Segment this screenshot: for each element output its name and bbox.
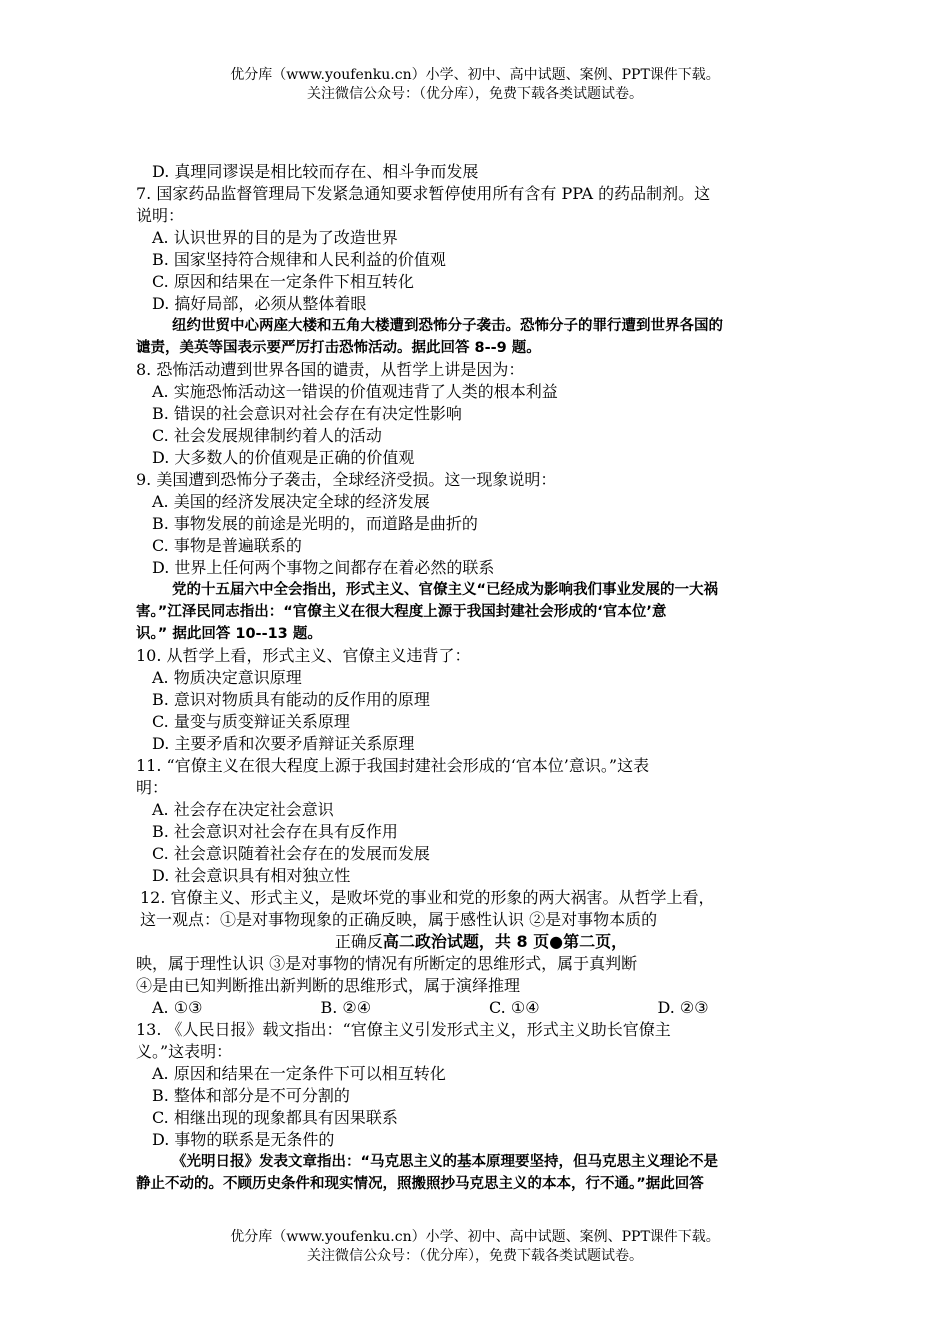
header-line-2: 关注微信公众号：（优分库），免费下载各类试题试卷。 [307, 86, 643, 102]
option-13b: B. 整体和部分是不可分割的 [152, 1086, 350, 1105]
option-8a: A. 实施恐怖活动这一错误的价值观违背了人类的根本利益 [152, 382, 558, 401]
option-11c: C. 社会意识随着社会存在的发展而发展 [152, 844, 430, 863]
passage-next-line-1: 《光明日报》发表文章指出：“马克思主义的基本原理要坚持，但马克思主义理论不是 [172, 1154, 719, 1170]
option-10d: D. 主要矛盾和次要矛盾辩证关系原理 [152, 734, 415, 753]
option-10b: B. 意识对物质具有能动的反作用的原理 [152, 690, 430, 709]
question-11-cont: 明： [136, 778, 169, 797]
question-10: 10. 从哲学上看，形式主义、官僚主义违背了： [136, 646, 471, 665]
header-line-1: 优分库（www.youfenku.cn）小学、初中、高中试题、案例、PPT课件下载。 [230, 67, 720, 83]
page-footer [0, 1228, 950, 1266]
exam-content [136, 161, 826, 1195]
option-9c: C. 事物是普遍联系的 [152, 536, 302, 555]
option-7d: D. 搞好局部，必须从整体着眼 [152, 294, 367, 313]
footer-line-2: 关注微信公众号：（优分库），免费下载各类试题试卷。 [307, 1248, 643, 1264]
option-11d: D. 社会意识具有相对独立性 [152, 866, 351, 885]
question-7-cont: 说明： [136, 206, 185, 225]
footer-line-1: 优分库（www.youfenku.cn）小学、初中、高中试题、案例、PPT课件下载。 [230, 1229, 720, 1245]
option-8b: B. 错误的社会意识对社会存在有决定性影响 [152, 404, 462, 423]
question-12-fragment: 正确反 [334, 932, 383, 951]
question-12-choices [136, 997, 826, 1019]
question-9: 9. 美国遭到恐怖分子袭击，全球经济受损。这一现象说明： [136, 470, 557, 489]
question-12-cont: 这一观点：①是对事物现象的正确反映，属于感性认识 ②是对事物本质的 [140, 910, 658, 929]
question-12-page-footer-line [136, 931, 826, 953]
question-13-cont: 义。”这表明： [136, 1042, 233, 1061]
passage-next-line-2: 静止不动的。不顾历史条件和现实情况，照搬照抄马克思主义的本本，行不通。”据此回答 [136, 1176, 704, 1192]
passage-8-9-line-2: 谴责，美英等国表示要严厉打击恐怖活动。据此回答 8--9 题。 [136, 340, 541, 356]
option-7b: B. 国家坚持符合规律和人民利益的价值观 [152, 250, 446, 269]
option-9a: A. 美国的经济发展决定全球的经济发展 [152, 492, 430, 511]
option-13c: C. 相继出现的现象都具有因果联系 [152, 1108, 398, 1127]
choice-12c: C. ①④ [489, 998, 540, 1017]
passage-10-13-line-1: 党的十五届六中全会指出，形式主义、官僚主义“已经成为影响我们事业发展的一大祸 [172, 582, 719, 598]
question-11: 11. “官僚主义在很大程度上源于我国封建社会形成的‘官本位’意识。”这表 [136, 756, 650, 775]
choice-12b: B. ②④ [320, 998, 372, 1017]
option-8c: C. 社会发展规律制约着人的活动 [152, 426, 382, 445]
option-7c: C. 原因和结果在一定条件下相互转化 [152, 272, 414, 291]
option-8d: D. 大多数人的价值观是正确的价值观 [152, 448, 415, 467]
option-9b: B. 事物发展的前途是光明的，而道路是曲折的 [152, 514, 478, 533]
option-6d: D. 真理同谬误是相比较而存在、相斗争而发展 [152, 162, 479, 181]
option-11b: B. 社会意识对社会存在具有反作用 [152, 822, 398, 841]
choice-12a: A. ①③ [152, 998, 203, 1017]
option-13d: D. 事物的联系是无条件的 [152, 1130, 335, 1149]
question-12: 12. 官僚主义、形式主义，是败坏党的事业和党的形象的两大祸害。从哲学上看， [140, 888, 715, 907]
question-12-cont-2: 映，属于理性认识 ③是对事物的情况有所断定的思维形式，属于真判断 [136, 954, 638, 973]
option-10a: A. 物质决定意识原理 [152, 668, 302, 687]
passage-10-13-line-2: 害。”江泽民同志指出：“官僚主义在很大程度上源于我国封建社会形成的‘官本位’意 [136, 604, 667, 620]
page-number-banner: 高二政治试题，共 8 页●第二页， [382, 932, 628, 951]
question-12-cont-3: ④是由已知判断推出新判断的思维形式，属于演绎推理 [136, 976, 521, 995]
page-header [0, 66, 950, 104]
option-10c: C. 量变与质变辩证关系原理 [152, 712, 350, 731]
question-7: 7. 国家药品监督管理局下发紧急通知要求暂停使用所有含有 PPA 的药品制剂。这 [136, 184, 711, 203]
choice-12d: D. ②③ [657, 998, 709, 1017]
option-7a: A. 认识世界的目的是为了改造世界 [152, 228, 398, 247]
option-13a: A. 原因和结果在一定条件下可以相互转化 [152, 1064, 446, 1083]
question-13: 13. 《人民日报》载文指出：“官僚主义引发形式主义，形式主义助长官僚主 [136, 1020, 671, 1039]
question-8: 8. 恐怖活动遭到世界各国的谴责，从哲学上讲是因为： [136, 360, 525, 379]
passage-8-9-line-1: 纽约世贸中心两座大楼和五角大楼遭到恐怖分子袭击。恐怖分子的罪行遭到世界各国的 [172, 318, 723, 334]
option-11a: A. 社会存在决定社会意识 [152, 800, 334, 819]
option-9d: D. 世界上任何两个事物之间都存在着必然的联系 [152, 558, 495, 577]
passage-10-13-line-3: 识。” 据此回答 10--13 题。 [136, 626, 322, 642]
